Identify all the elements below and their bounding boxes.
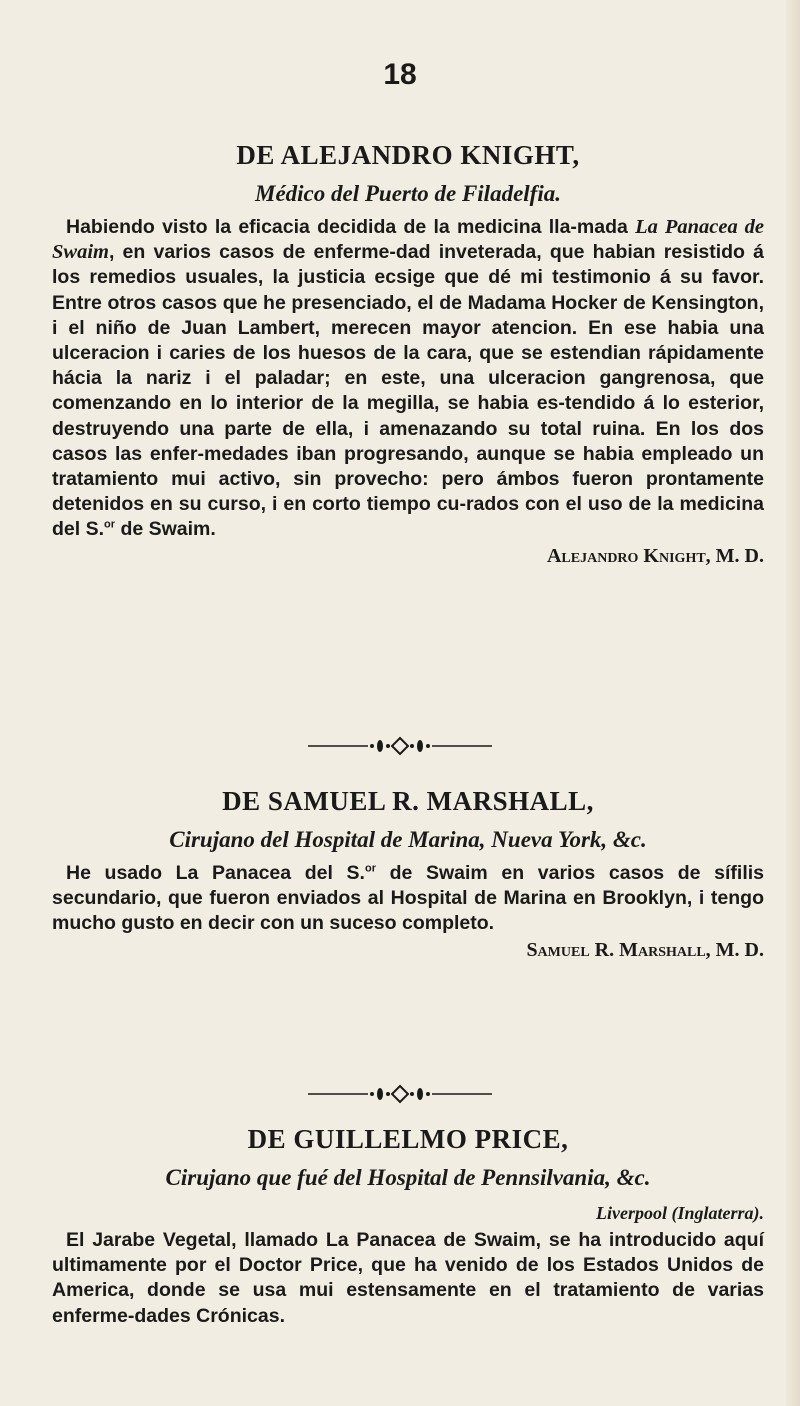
diamond-rule-ornament-icon: [0, 736, 800, 756]
testimonial-body: He usado La Panacea del S.$^{or}$ de Swaim en varios casos de sífilis secundario, que fueron enviados al Hospital de Marina en Brooklyn, i tengo mucho gusto en decir con un suceso completo.: [52, 862, 765, 935]
section-heading: DE GUILLELMO PRICE,: [247, 1124, 569, 1154]
testimonial-knight: [52, 140, 764, 568]
testimonial-marshall: [52, 786, 764, 962]
place-line: Liverpool (Inglaterra).: [596, 1203, 764, 1223]
signature: Alejandro Knight, M. D.: [546, 544, 764, 567]
section-subheading: Cirujano del Hospital de Marina, Nueva York, &c.: [169, 827, 647, 852]
testimonial-body: El Jarabe Vegetal, llamado La Panacea de Swaim, se ha introducido aquí ultimamente por el Doctor Price, que ha venido de los Estados Unidos de America, donde se usa mui estensamente en el tratamiento de varias enferme-dades Crónicas.: [52, 1229, 764, 1327]
signature: Samuel R. Marshall, M. D.: [526, 938, 764, 961]
section-subheading: Médico del Puerto de Filadelfia.: [255, 181, 561, 206]
testimonial-price: [52, 1124, 764, 1329]
medicine-name: La Panacea de Swaim: [52, 216, 764, 264]
section-heading: DE SAMUEL R. MARSHALL,: [222, 786, 594, 816]
diamond-rule-ornament-icon: [0, 1084, 800, 1104]
section-heading: DE ALEJANDRO KNIGHT,: [236, 140, 580, 170]
testimonial-body: Habiendo visto la eficacia decidida de la medicina lla-mada La Panacea de Swaim, en varios casos de enferme-dad inveterada, que habian resistido á los remedios usuales, la justicia ecsige que dé mi testimonio á su favor. Entre otros casos que he presenciado, el de Madama Hocker de Kensington, i el niño de Juan Lambert, merecen mayor atencion. En ese habia una ulceracion i caries de los huesos de la cara, que se estendian rápidamente hácia la nariz i el paladar; en este, una ulceracion gangrenosa, que comenzando en lo interior de la megilla, se habia es-tendido á lo esterior, destruyendo una parte de ella, i amenazando su total ruina. En los dos casos las enfer-medades iban progresando, aunque se habia empleado un tratamiento mui activo, sin provecho: pero ámbos fueron prontamente detenidos en su curso, i en corto tiempo cu-rados con el uso de la medicina del S.$^{or}$ de Swaim.: [52, 216, 764, 541]
page-edge: [786, 0, 800, 1406]
section-subheading: Cirujano que fué del Hospital de Pennsilvania, &c.: [165, 1165, 651, 1190]
page-number: 18: [383, 58, 417, 91]
